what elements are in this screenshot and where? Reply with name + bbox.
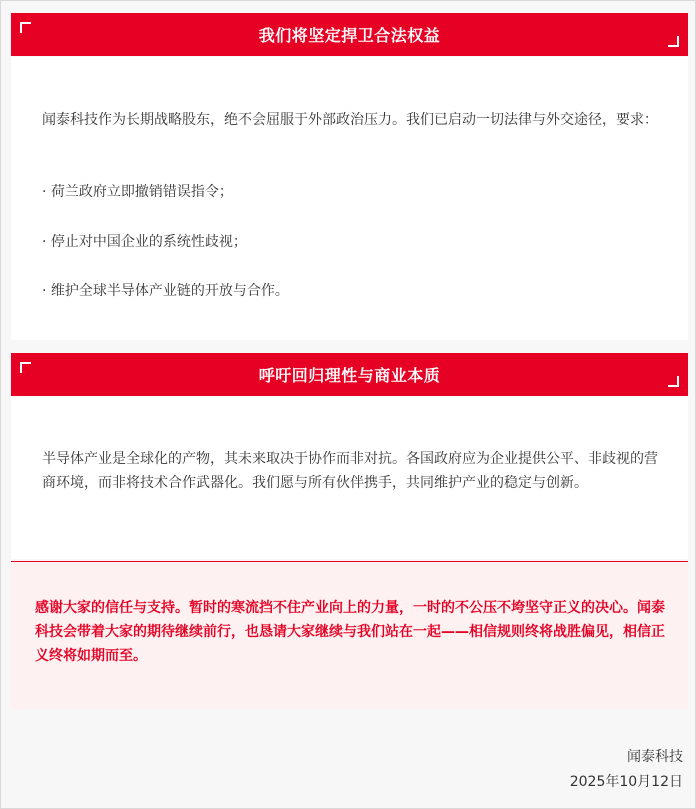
intro-paragraph: 闻泰科技作为长期战略股东，绝不会屈服于外部政治压力。我们已启动一切法律与外交途径，要求： — [42, 112, 658, 128]
corner-bracket-icon — [668, 36, 679, 47]
signature-company: 闻泰科技 — [627, 749, 683, 765]
section-banner-legal-rights — [11, 13, 688, 56]
closing-message-box — [11, 561, 688, 709]
section-body-legal-rights — [11, 57, 688, 340]
corner-bracket-icon — [668, 376, 679, 387]
closing-message: 感谢大家的信任与支持。暂时的寒流挡不住产业向上的力量，一时的不公压不垮坚守正义的决心。闻泰科技会带着大家的期待继续前行，也恳请大家继续与我们站在一起——相信规则终将战胜偏见，相信正义终将如期而至。 — [35, 600, 665, 664]
list-item: · 停止对中国企业的系统性歧视； — [42, 234, 247, 250]
body-paragraph: 半导体产业是全球化的产物，其未来取决于协作而非对抗。各国政府应为企业提供公平、非歧视的营商环境，而非将技术合作武器化。我们愿与所有伙伴携手，共同维护产业的稳定与创新。 — [42, 451, 658, 491]
list-item: · 荷兰政府立即撤销错误指令； — [42, 184, 233, 200]
corner-bracket-icon — [20, 22, 31, 33]
section-title: 呼吁回归理性与商业本质 — [258, 366, 441, 385]
section-body-rationality — [11, 397, 688, 559]
section-title: 我们将坚定捍卫合法权益 — [258, 26, 441, 45]
signature-date: 2025年10月12日 — [569, 774, 683, 790]
list-item: · 维护全球半导体产业链的开放与合作。 — [42, 283, 289, 299]
section-banner-rationality — [11, 353, 688, 396]
corner-bracket-icon — [20, 362, 31, 373]
